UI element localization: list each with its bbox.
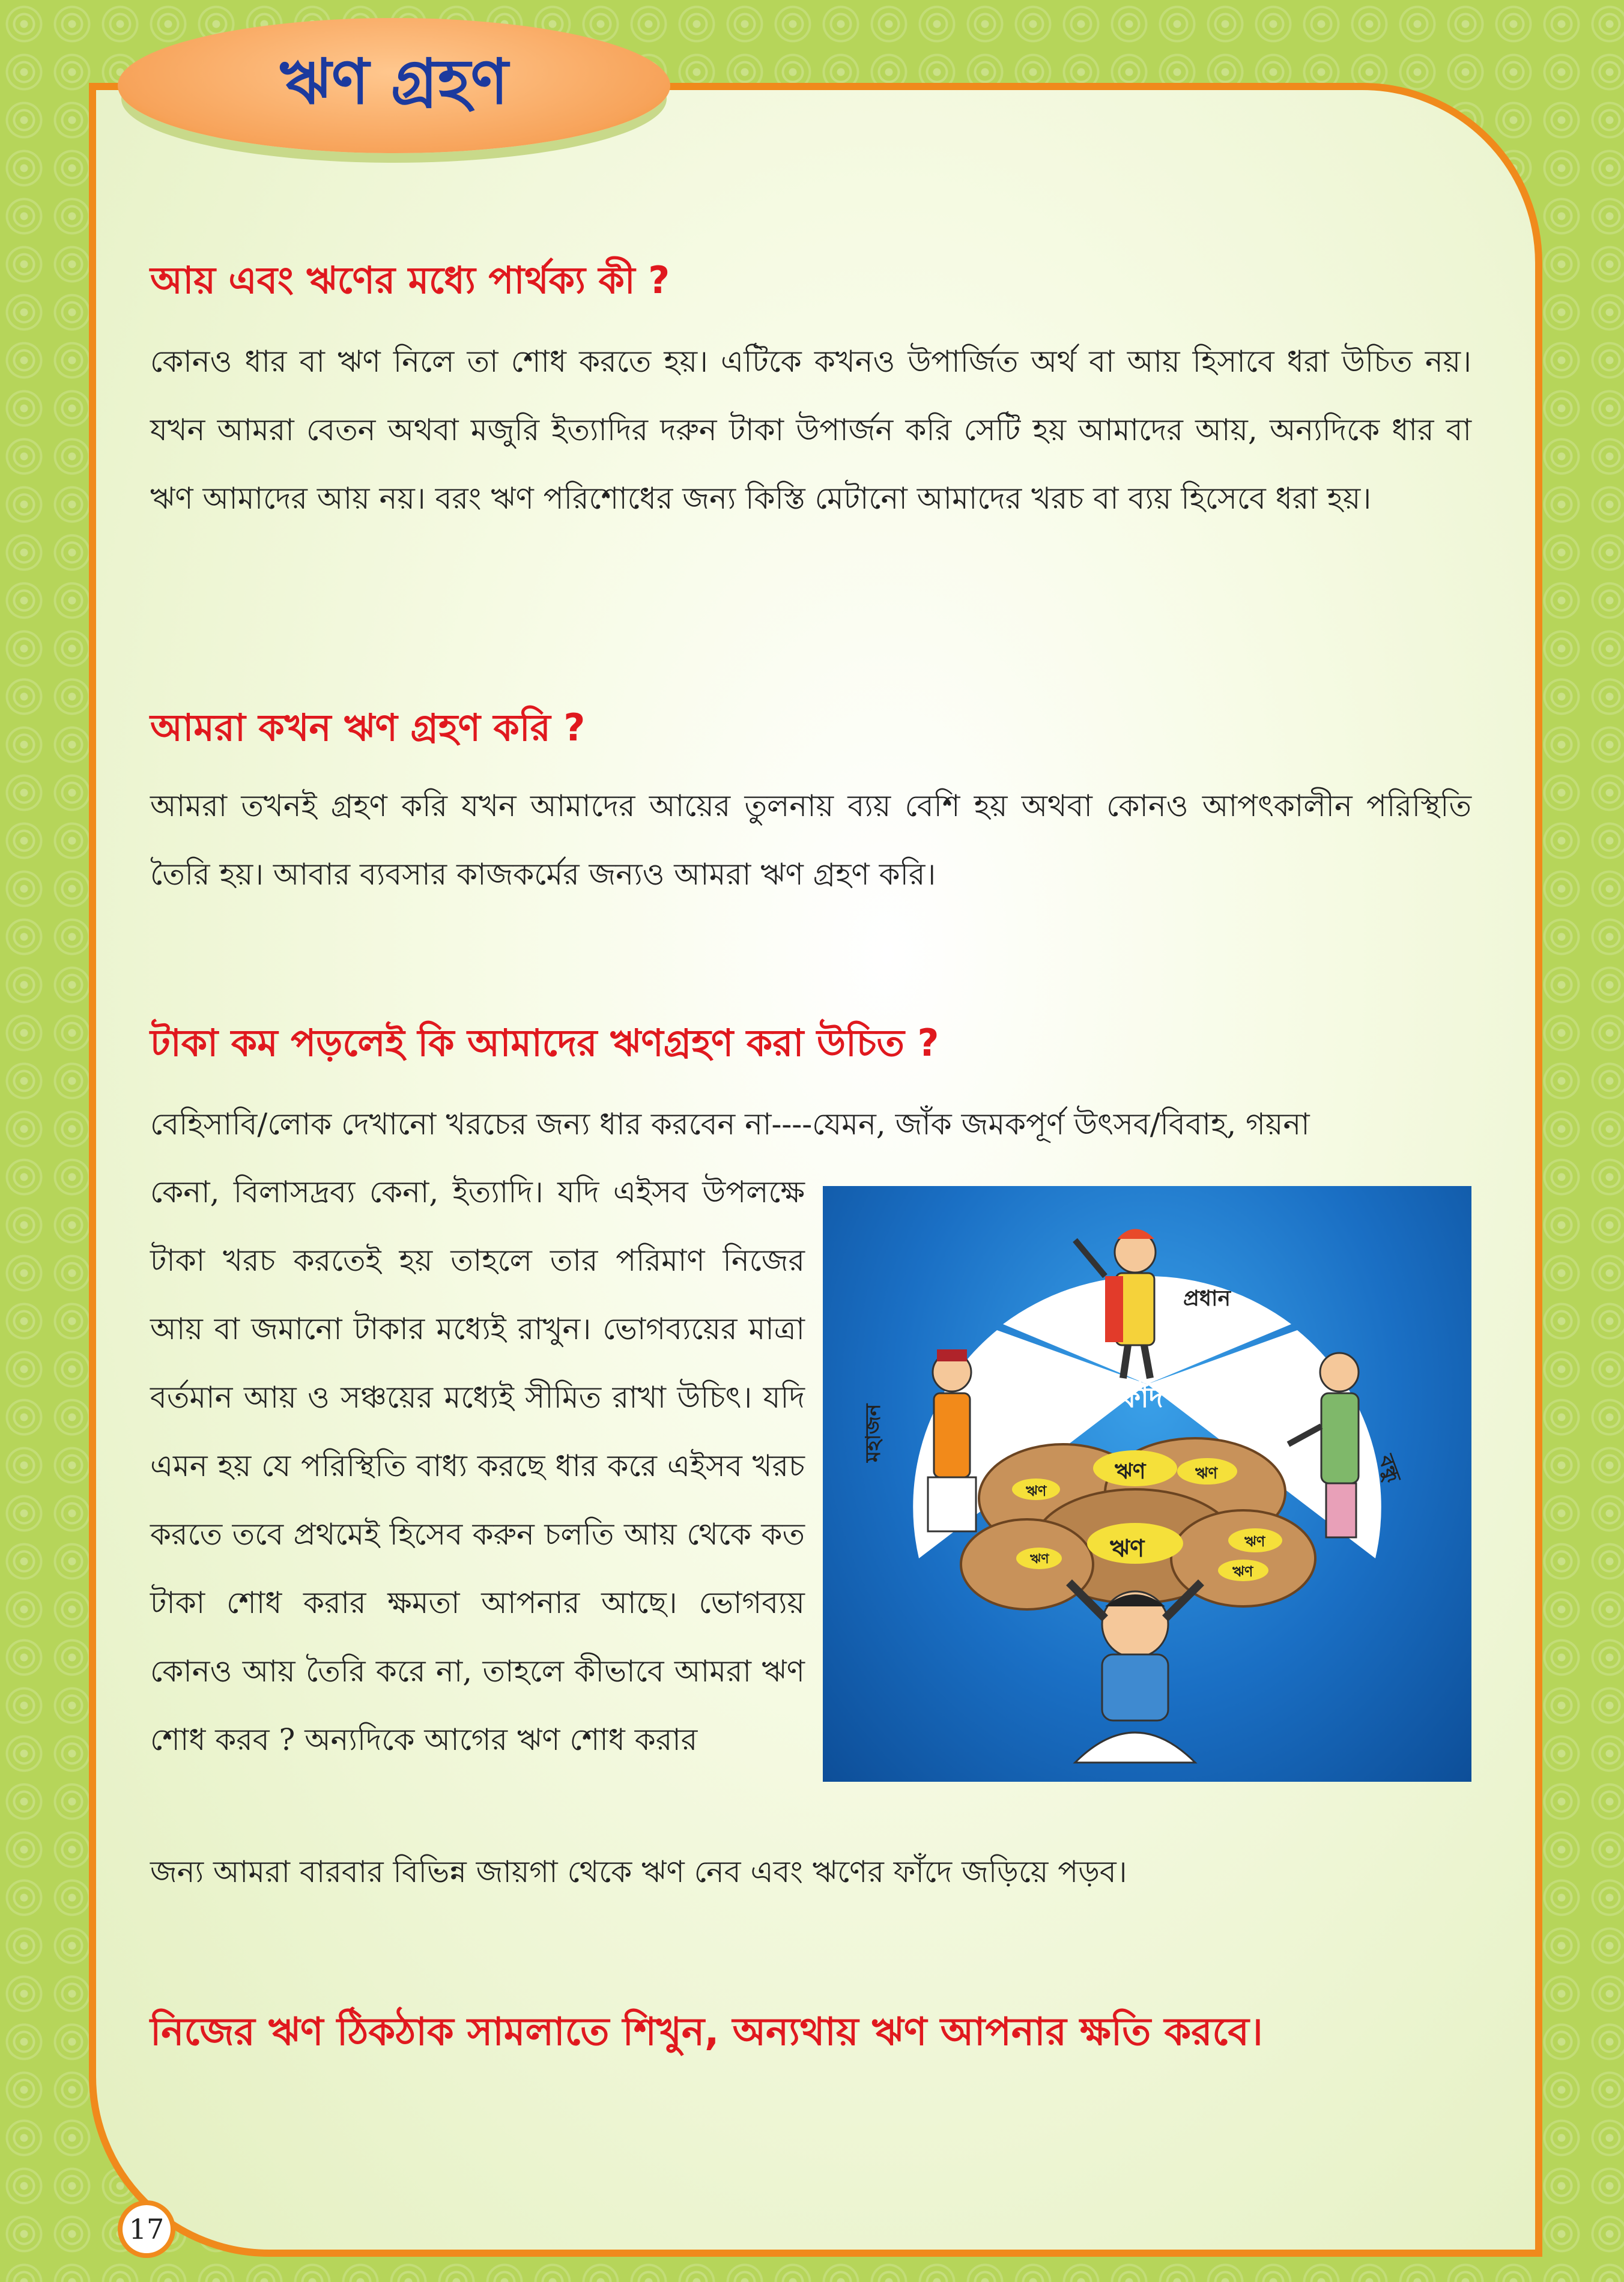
sack-label-2: ঋণ	[1110, 1535, 1145, 1563]
sack-label-7: ঋণ	[1030, 1552, 1049, 1567]
section-body-when: আমরা তখনই গ্রহণ করি যখন আমাদের আয়ের তুলনায় ব্যয় বেশি হয় অথবা কোনও আপৎকালীন পরিস্থিতি তৈরি হয়। আবার ব্যবসার কাজকর্মের জন্যও আমরা ঋণ গ্রহণ করি।	[150, 788, 1471, 892]
debt-trap-illustration	[823, 1186, 1471, 1782]
section-body-should-line1: বেহিসাবি/লোক দেখানো খরচের জন্য ধার করবেন না----যেমন, জাঁক জমকপূর্ণ উৎসব/বিবাহ, গয়না	[150, 1107, 1310, 1142]
page-number: 17	[123, 2205, 171, 2253]
sack-label-4: ঋণ	[1026, 1483, 1047, 1500]
trap-label: ঋণের ফাঁদ	[1045, 1381, 1163, 1414]
page-number-badge	[118, 2200, 175, 2258]
section-body-should-wrap: কেনা, বিলাসদ্রব্য কেনা, ইত্যাদি। যদি এইসব উপলক্ষে টাকা খরচ করতেই হয় তাহলে তার পরিমাণ নিজের আয় বা জমানো টাকার মধ্যেই রাখুন। ভোগব্যয়ের মাত্রা বর্তমান আয় ও সঞ্চয়ের মধ্যেই সীমিত রাখা উচিৎ। যদি এমন হয় যে পরিস্থিতি বাধ্য করছে ধার করে এইসব খরচ করতে তবে প্রথমেই হিসেব করুন চলতি আয় থেকে কত টাকা শোধ করার ক্ষমতা আপনার আছে। ভোগব্যয় কোনও আয় তৈরি করে না, তাহলে কীভাবে আমরা ঋণ শোধ করব ? অন্যদিকে আগের ঋণ শোধ করার	[150, 1175, 805, 1757]
sack-label-3: ঋণ	[1195, 1465, 1218, 1483]
debt-trap-drawing	[823, 1186, 1471, 1782]
section-body-difference: কোনও ধার বা ঋণ নিলে তা শোধ করতে হয়। এটিকে কখনও উপার্জিত অর্থ বা আয় হিসাবে ধরা উচিত নয়। যখন আমরা বেতন অথবা মজুরি ইত্যাদির দরুন টাকা উপার্জন করি সেটি হয় আমাদের আয়, অন্যদিকে ধার বা ঋণ আমাদের আয় নয়। বরং ঋণ পরিশোধের জন্য কিস্তি মেটানো আমাদের খরচ বা ব্যয় হিসেবে ধরা হয়।	[150, 344, 1471, 516]
page-title: ঋণ গ্রহণ	[279, 44, 509, 118]
sack-label-6: ঋণ	[1232, 1563, 1253, 1580]
section-heading-difference: আয় এবং ঋণের মধ্যে পার্থক্য কী ?	[150, 258, 670, 302]
person-mahajan	[928, 1349, 976, 1531]
section-heading-when: আমরা কখন ঋণ গ্রহণ করি ?	[150, 706, 586, 749]
label-pradhan: প্রধান	[1183, 1286, 1231, 1311]
section-heading-should: টাকা কম পড়লেই কি আমাদের ঋণগ্রহণ করা উচিত ?	[150, 1021, 939, 1065]
sack-label-5: ঋণ	[1244, 1533, 1265, 1550]
title-banner	[118, 18, 670, 153]
section-body-should-last: জন্য আমরা বারবার বিভিন্ন জায়গা থেকে ঋণ নেব এবং ঋণের ফাঁদে জড়িয়ে পড়ব।	[150, 1854, 1127, 1889]
footer-advice: নিজের ঋণ ঠিকঠাক সামলাতে শিখুন, অন্যথায় ঋণ আপনার ক্ষতি করবে।	[150, 2010, 1263, 2054]
sack-label-1: ঋণ	[1115, 1459, 1146, 1484]
label-mahajan: মহাজন	[861, 1403, 885, 1462]
burdened-man	[1069, 1582, 1201, 1763]
label-bandhu: বন্ধু	[1373, 1451, 1406, 1486]
